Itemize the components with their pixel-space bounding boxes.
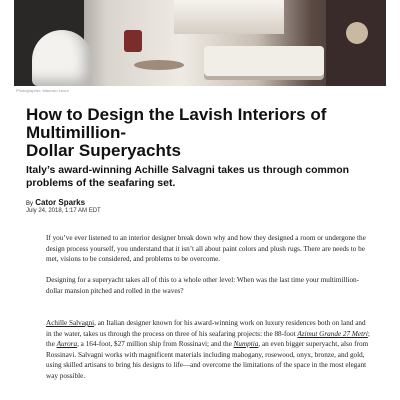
p3-text-1: , an Italian designer known for his award-winning work on luxury residences both on land and in the water, takes us through the process on three of his seafaring projects: the 88-foot [46,319,366,338]
body-paragraph-3 [46,318,370,381]
body-paragraph-1: If you’ve ever listened to an interior designer break down why and how they designed a room or undergone the design process yourself, you understand that it isn’t all about paint colors and plush rugs. There are needs to be met, visions to be considered, and problems to be overcome. [46,234,366,263]
byline [26,198,85,207]
photo-credit: Photographer: Maurizio Leoni [16,88,69,93]
yacht-link-aurora[interactable]: Aurora [56,340,78,348]
p3-text-4: , an even bigger superyacht, also from Rossinavi. Salvagni works with magnificent materials including mahogany, rosewood, onyx, bronze, and gold, using skilled artisans to bring his designs to life—and overcome the limitations of the space in the most elegant way possible. [46,340,369,380]
byline-prefix: By [26,201,34,207]
hero-coffee-table [134,60,184,70]
hero-lamp [346,22,368,44]
yacht-link-numptia[interactable]: Numptia [233,340,259,348]
hero-white-chair [32,30,92,86]
publish-date: July 24, 2018, 1:17 AM EDT [26,208,101,214]
hero-sofa [204,46,324,76]
hero-red-cushion [124,30,142,52]
hero-photo [14,0,386,86]
hero-window-wall [174,0,284,34]
article-headline [26,106,366,160]
body-paragraph-2: Designing for a superyacht takes all of this to a whole other level: When was the last time your multimillion-dollar mansion pitched and rolled in the waves? [46,276,360,295]
article-dek: Italy’s award-winning Achille Salvagni takes us through common problems of the seafaring set. [26,164,350,189]
p3-text-3: , a 164-foot, $27 million ship from Rossinavi; and the [77,340,234,348]
headline-line-3: Dollar Superyachts [26,141,181,160]
author-link[interactable]: Cator Sparks [35,198,86,207]
designer-link[interactable]: Achille Salvagni [46,319,95,327]
headline-line-1: How to Design the Lavish Interiors of [26,105,327,124]
yacht-link-azimut[interactable]: Azimut Grande 27 Metri [297,329,368,338]
headline-line-2: Multimillion- [26,123,127,142]
p3-text-2: ; the [46,329,370,348]
